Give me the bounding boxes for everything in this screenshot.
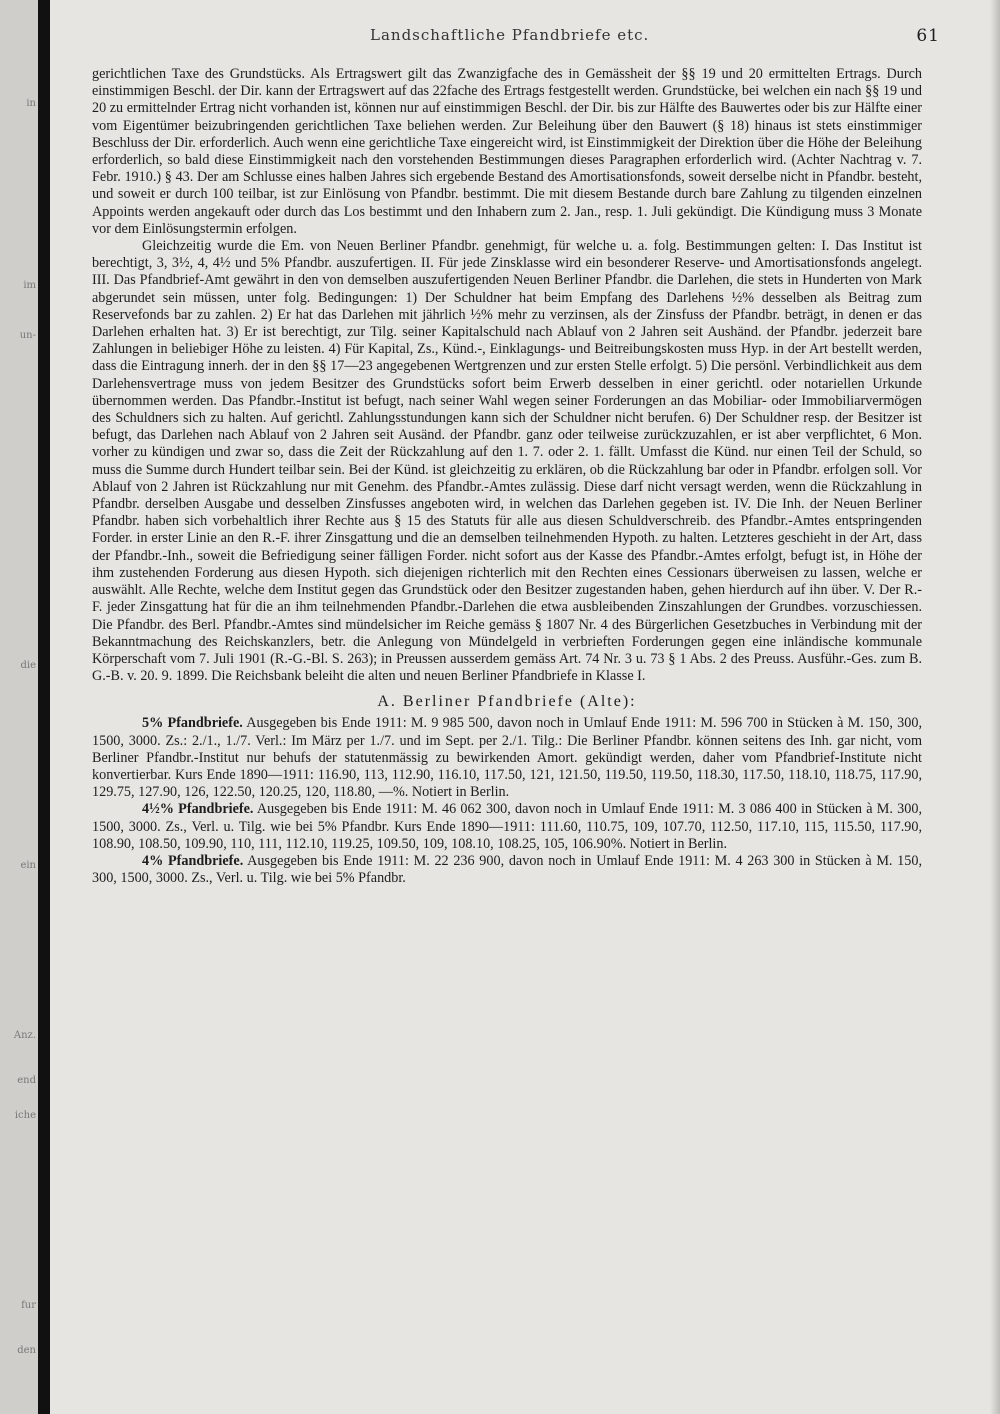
page-body <box>92 66 922 887</box>
entry-lead: 5% Pfandbriefe. <box>142 715 243 732</box>
margin-fragment: die <box>20 660 36 671</box>
binding-shadow <box>38 0 50 1414</box>
section-heading: A. Berliner Pfandbriefe (Alte): <box>377 693 637 711</box>
entry-lead: 4½% Pfandbriefe. <box>142 801 254 818</box>
body-paragraph: gerichtlichen Taxe des Grundstücks. Als Ertragswert gilt das Zwanzigfache des in Gemässheit der §§ 19 und 20 ermittelten Ertrags. Durch einstimmigen Beschl. der Dir. kann der Ertragswert auf das 22fache des Ertrags festgestellt werden. Grundstücke, bei welchen ein nach §§ 19 und 20 zu ermittelnder Ertrag nicht vorhanden ist, können nur auf einstimmigen Beschl. der Dir. bis zur Hälfte des Bauwertes oder bis zur Hälfte einer vom Eigentümer beizubringenden gerichtlichen Taxe beliehen werden. Zur Beleihung über den Bauwert (§ 18) hinaus ist stets einstimmiger Beschluss der Dir. erforderlich. Auch wenn eine gerichtliche Taxe eingereicht wird, ist Einstimmigkeit der Direktion über die Höhe der Beleihung erforderlich, so bald diese Einstimmigkeit nach den vorstehenden Bestimmungen dieses Paragraphen erforderlich wird. (Achter Nachtrag v. 7. Febr. 1910.) § 43. Der am Schlusse eines halben Jahres sich ergebende Bestand des Amortisationsfonds, soweit derselbe nicht in Pfandbr. besteht, und soweit er durch 100 teilbar, ist zur Einlösung von Pfandbr. bestimmt. Die mit diesem Bestande durch bare Zahlung zu tilgenden einzelnen Appoints werden angekauft oder durch das Los bestimmt und den Inhabern zum 2. Jan., resp. 1. Juli gekündigt. Die Kündigung muss 3 Monate vor dem Einlösungstermin erfolgen. <box>92 66 922 237</box>
body-paragraph: Gleichzeitig wurde die Em. von Neuen Berliner Pfandbr. genehmigt, für welche u. a. folg. Bestimmungen gelten: I. Das Institut ist berechtigt, 3, 3½, 4, 4½ und 5% Pfandbr. auszufertigen. II. Für jede Zinsklasse wird ein besonderer Reserve- und Amortisationsfonds angelegt. III. Das Pfandbrief-Amt gewährt in den von demselben auszufertigenden Neuen Berliner Pfandbr. die Darlehen, die stets in Hunderten von Mark abgerundet sein müssen, unter folg. Bedingungen: 1) Der Schuldner hat beim Empfang des Darlehens ½% desselben als Beitrag zum Reservefonds bar zu zahlen. 2) Er hat das Darlehen mit jährlich ½% mehr zu verzinsen, als der Zinsfuss der Pfandbr. beträgt, in denen er das Darlehen erhalten hat. 3) Er ist berechtigt, zur Tilg. seiner Kapitalschuld nach Ablauf von 2 Jahren seit Aushänd. der Pfandbr. jederzeit bare Zahlungen in beliebiger Höhe zu leisten. 4) Für Kapital, Zs., Künd.-, Einklagungs- und Beitreibungskosten muss Hyp. in der Art bestellt werden, dass die Eintragung innerh. der in den §§ 17—23 angegebenen Wertgrenzen und zur ersten Stelle erfolgt. 5) Die persönl. Verbindlichkeit aus dem Darlehensvertrage muss von jedem Besitzer des Grundstücks sofort beim Erwerb desselben in einer gerichtl. oder notariellen Urkunde übernommen werden. Das Pfandbr.-Institut ist befugt, nach seiner Wahl wegen seiner Forderungen an das Mobiliar- oder Immobiliarvermögen des Schuldners sich zu halten. Auf gerichtl. Zahlungsstundungen kann sich der Schuldner nicht berufen. 6) Der Schuldner resp. der Besitzer ist befugt, das Darlehen nach Ablauf von 2 Jahren seit Ausänd. der Pfandbr. ganz oder teilweise zurückzuzahlen, er ist aber verpflichtet, 6 Mon. vorher zu kündigen und zwar so, dass die Zeit der Rückzahlung auf den 1. 7. oder 2. 1. fällt. Umfasst die Künd. nur einen Teil der Schuld, so muss die Summe durch Hundert teilbar sein. Bei der Künd. ist gleichzeitig zu erklären, ob die Rückzahlung bar oder in Pfandbr. erfolgen soll. Vor Ablauf von 2 Jahren ist Rückzahlung nur mit Genehm. des Pfandbr.-Amtes zulässig. Diese darf nicht versagt werden, wenn die Rückzahlung in Pfandbr. derselben Ausgabe und desselben Zinsfusses angeboten wird, in welchen das Darlehen gegeben ist. IV. Die Inh. der Neuen Berliner Pfandbr. haben sich vorbehaltlich ihrer Rechte aus § 15 des Statuts für alle aus diesen Schuldverschreib. des Pfandbr.-Amtes entspringenden Forder. in erster Linie an den R.-F. ihrer Zinsgattung und die an demselben teilnehmenden Hypoth. zu halten. Letzteres geschieht in der Art, dass der Pfandbr.-Inh., soweit die Befriedigung seiner fälligen Forder. nicht sofort aus der Kasse des Pfandbr.-Amtes erfolgt, befugt ist, in Höhe der ihm zustehenden Forderung aus diesen Hypoth. sich diejenigen richterlich mit den Rechten eines Cessionars überweisen zu lassen, welche er auswählt. Alle Rechte, welche dem Institut gegen das Grundstück oder den Besitzer zugestanden haben, gehen hierdurch auf ihn über. V. Der R.-F. jeder Zinsgattung hat für die an ihm teilnehmenden Pfandbr.-Darlehen die etwa ausbleibenden Zinszahlungen der Grundbes. vorzuschiessen. Die Pfandbr. des Berl. Pfandbr.-Amtes sind mündelsicher im Reiche gemäss § 1807 Nr. 4 des Bürgerlichen Gesetzbuches in Verbindung mit der Bekanntmachung des Reichskanzlers, betr. die Anlegung von Mündelgeld in verbrieften Forderungen gegen eine inländische kommunale Körperschaft vom 7. Juli 1901 (R.-G.-Bl. S. 263); in Preussen ausserdem gemäss Art. 74 Nr. 3 u. 73 § 1 Abs. 2 des Preuss. Ausführ.-Ges. zum B. G.-B. v. 20. 9. 1899. Die Reichsbank beleiht die alten und neuen Berliner Pfandbriefe in Klasse I. <box>92 238 922 685</box>
entry-text: Ausgegeben bis Ende 1911: M. 9 985 500, davon noch in Umlauf Ende 1911: M. 596 700 in Stücken à M. 150, 300, 1500, 3000. Zs.: 2./1., 1./7. Verl.: Im März per 1./7. und im Sept. per 2./1. Tilg.: Die Berliner Pfandbr. können seitens des Inh. gar nicht, vom Berliner Pfandbr.-Institut nur behufs der statutenmässig zu bewirkenden Amort. gekündigt werden, daher vom Pfandbrief-Institute nicht konvertierbar. Kurs Ende 1890—1911: 116.90, 113, 112.90, 116.10, 117.50, 121, 121.50, 119.50, 119.50, 118.30, 117.50, 118.10, 118.75, 117.90, 129.75, 127.90, 126, 122.50, 120.25, 120, 118.80, —%. Notiert in Berlin. <box>92 715 923 801</box>
margin-fragment: fur <box>21 1300 36 1311</box>
margin-fragment: Anz. <box>13 1030 36 1041</box>
margin-fragment: end <box>17 1075 36 1086</box>
entry-lead: 4% Pfandbriefe. <box>142 852 244 869</box>
running-header <box>110 26 940 50</box>
adjacent-page-margin <box>0 0 38 1414</box>
page-number: 61 <box>916 26 940 46</box>
margin-fragment: ein <box>20 860 36 871</box>
margin-fragment: un- <box>19 330 36 341</box>
running-title: Landschaftliche Pfandbriefe etc. <box>370 26 650 44</box>
bond-entry <box>92 801 922 853</box>
bond-entry <box>92 853 922 887</box>
page-edge <box>990 0 1000 1414</box>
margin-fragment: den <box>17 1345 36 1356</box>
margin-fragment: iche <box>14 1110 36 1121</box>
entry-text: Ausgegeben bis Ende 1911: M. 22 236 900, davon noch in Umlauf Ende 1911: M. 4 263 300 in Stücken à M. 150, 300, 1500, 3000. Zs., Verl. u. Tilg. wie bei 5% Pfandbr. <box>92 852 923 887</box>
margin-fragment: im <box>23 280 36 291</box>
margin-fragment: in <box>26 98 36 109</box>
entry-text: Ausgegeben bis Ende 1911: M. 46 062 300, davon noch in Umlauf Ende 1911: M. 3 086 400 in Stücken à M. 300, 1500, 3000. Zs., Verl. u. Tilg. wie bei 5% Pfandbr. Kurs Ende 1890—1911: 111.60, 110.75, 109, 107.70, 112.50, 117.10, 115, 115.50, 117.90, 108.90, 108.50, 109.90, 110, 111, 112.10, 119.25, 109.50, 109, 108.10, 108.25, 105, 106.90%. Notiert in Berlin. <box>92 801 923 852</box>
bond-entry <box>92 715 922 801</box>
